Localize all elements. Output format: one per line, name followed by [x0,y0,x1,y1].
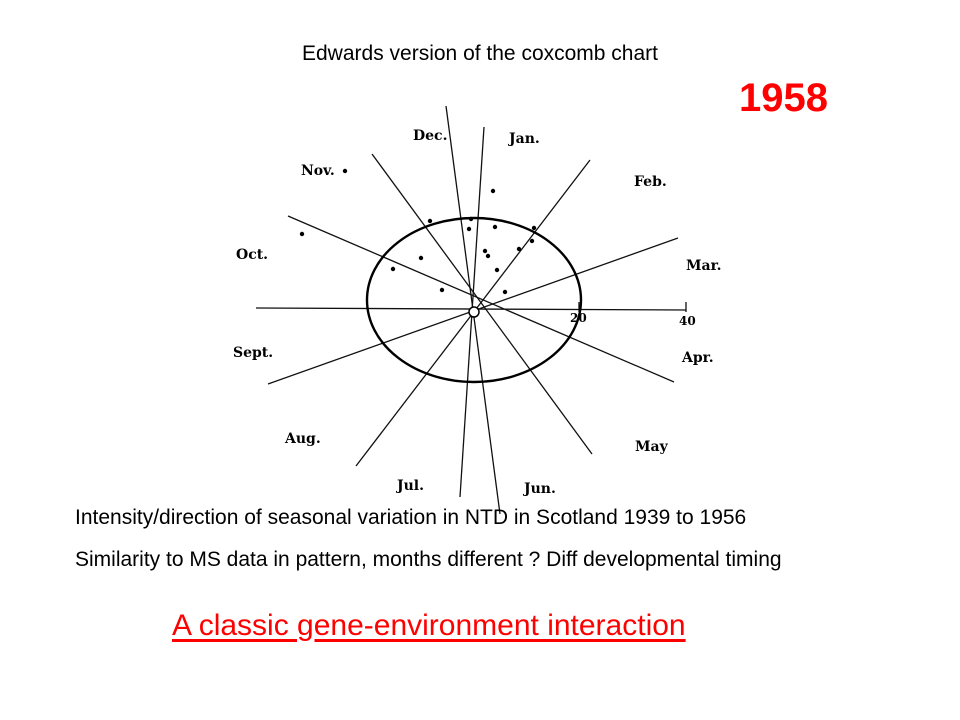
origin-marker [469,307,479,317]
caption-seasonal-variation: Intensity/direction of seasonal variation in NTD in Scotland 1939 to 1956 [75,506,747,529]
month-label-dec: Dec. [413,128,448,144]
data-point [467,227,471,231]
month-label-sept: Sept. [233,345,274,361]
data-point [517,247,521,251]
scale-labels [570,311,696,328]
spoke-line [288,216,674,382]
month-label-oct: Oct. [236,247,269,263]
data-point [503,290,507,294]
month-label-jan: Jan. [509,131,540,147]
scale-label-20: 20 [570,311,587,325]
month-label-may: May [635,439,668,455]
reference-circle [367,218,581,382]
conclusion-heading: A classic gene-environment interaction [172,609,686,642]
data-point [491,189,495,193]
data-point [440,288,444,292]
month-label-mar: Mar. [686,258,722,274]
month-label-apr: Apr. [682,350,714,366]
data-points [300,169,536,294]
data-point [495,268,499,272]
data-point [532,226,536,230]
data-point [419,256,423,260]
data-point [300,232,304,236]
caption-ms-similarity: Similarity to MS data in pattern, months different ? Diff developmental timing [75,548,782,571]
scale-label-40: 40 [679,314,696,328]
data-point [530,239,534,243]
spoke-line [372,154,592,454]
data-point [483,249,487,253]
month-label-jun: Jun. [524,481,556,497]
year-label: 1958 [739,76,828,120]
month-label-feb: Feb. [634,174,667,190]
data-point [493,225,497,229]
data-point [428,219,432,223]
data-point [469,217,473,221]
month-label-jul: Jul. [397,478,424,494]
month-label-nov: Nov. [301,163,335,179]
slide-title: Edwards version of the coxcomb chart [302,42,658,65]
month-label-aug: Aug. [285,431,321,447]
data-point [343,169,347,173]
data-point [391,267,395,271]
data-point [486,254,490,258]
